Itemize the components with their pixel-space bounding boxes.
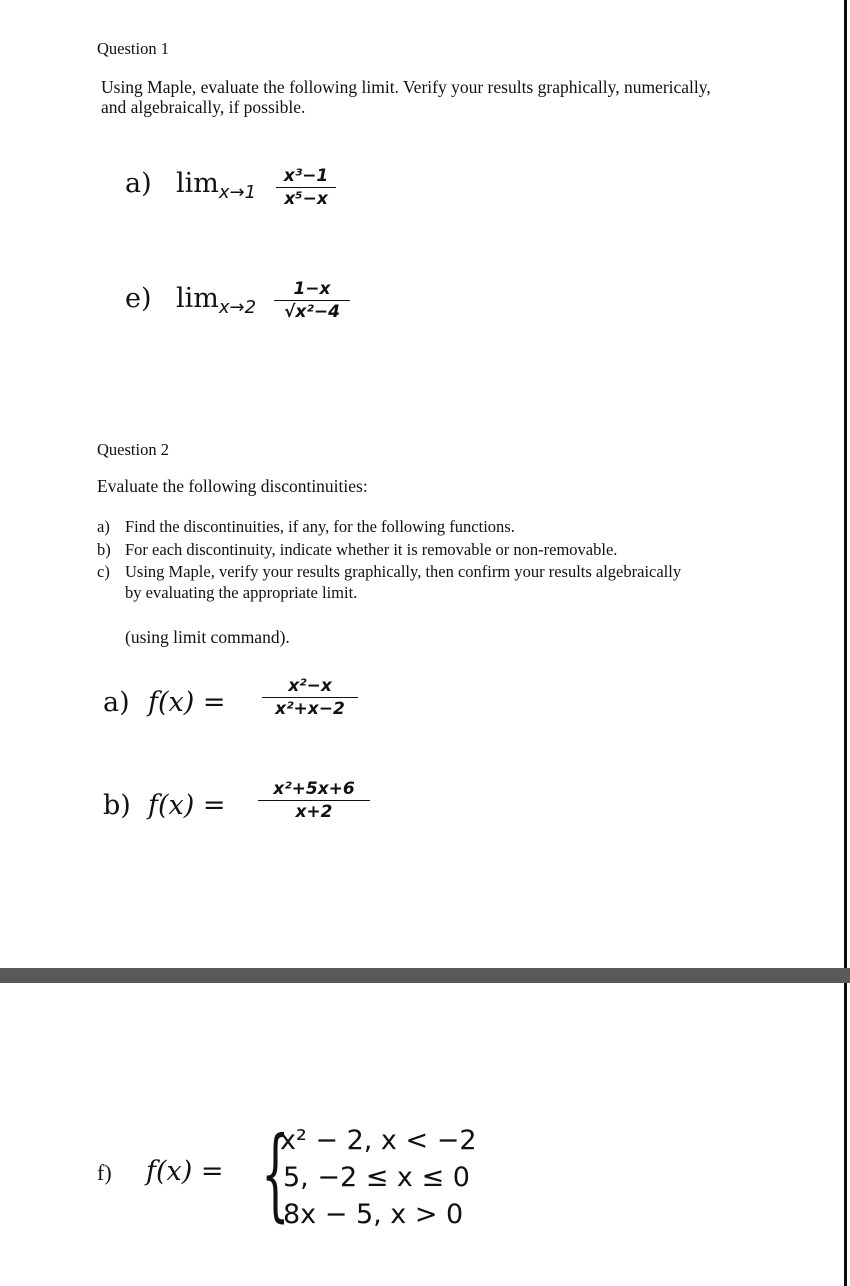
list-item-text: For each discontinuity, indicate whether it is removable or non-removable. <box>125 540 618 559</box>
list-item-text-continued: by evaluating the appropriate limit. <box>125 583 358 602</box>
function-a-fraction <box>262 676 358 719</box>
limit-e-expression <box>176 283 257 318</box>
list-marker: a) <box>97 517 110 536</box>
list-marker: c) <box>97 562 110 581</box>
list-item-text: Using Maple, verify your results graphically, then confirm your results algebraically <box>125 562 682 581</box>
list-item-text: Find the discontinuities, if any, for the following functions. <box>125 517 515 536</box>
fraction-bar <box>262 697 358 698</box>
limit-e-subscript: x→2 <box>218 297 257 318</box>
piecewise-case-1: x² − 2, x < −2 <box>280 1125 477 1156</box>
limit-e-fraction <box>274 279 350 322</box>
fraction-bar <box>274 300 350 301</box>
function-a-label: a) <box>103 687 130 718</box>
question-1-instructions-line1: Using Maple, evaluate the following limit. Verify your results graphically, numerically, <box>101 77 711 97</box>
limit-e-lim: lim <box>176 283 219 314</box>
question-1-heading: Question 1 <box>97 39 169 58</box>
function-b-numerator: x²+5x+6 <box>273 779 355 799</box>
limit-a-numerator: x³−1 <box>283 166 329 186</box>
question-2-heading: Question 2 <box>97 440 169 459</box>
limit-e-numerator: 1−x <box>293 279 331 299</box>
function-a-denominator: x²+x−2 <box>275 699 345 719</box>
limit-a-lim: lim <box>176 168 219 199</box>
question-2-intro: Evaluate the following discontinuities: <box>97 476 368 496</box>
limit-e-label: e) <box>125 283 152 314</box>
list-marker: b) <box>97 540 111 559</box>
page-right-border <box>844 0 847 968</box>
function-b-fraction <box>258 779 370 822</box>
function-a-lhs: f(x) = <box>148 687 226 718</box>
function-b-label: b) <box>103 790 131 821</box>
fraction-bar <box>258 800 370 801</box>
list-item <box>97 517 110 537</box>
piecewise-brace: { <box>261 1115 290 1232</box>
limit-a-label: a) <box>125 168 152 199</box>
function-f-label: f) <box>97 1160 112 1185</box>
function-b-lhs: f(x) = <box>148 790 226 821</box>
limit-e-denominator: √x²−4 <box>284 302 340 322</box>
list-item <box>97 562 110 582</box>
page-separator <box>0 968 850 983</box>
limit-a-subscript: x→1 <box>218 182 257 203</box>
question-2-note: (using limit command). <box>125 627 290 647</box>
limit-a-fraction <box>276 166 336 209</box>
limit-a-denominator: x⁵−x <box>284 189 328 209</box>
limit-a-expression <box>176 168 257 203</box>
piecewise-case-2: 5, −2 ≤ x ≤ 0 <box>283 1162 470 1193</box>
function-a-numerator: x²−x <box>288 676 332 696</box>
piecewise-case-3: 8x − 5, x > 0 <box>283 1199 464 1230</box>
function-b-denominator: x+2 <box>295 802 333 822</box>
question-1-instructions-line2: and algebraically, if possible. <box>101 97 306 117</box>
page-right-border <box>844 983 847 1286</box>
list-item <box>97 540 111 560</box>
function-f-lhs: f(x) = <box>146 1156 224 1187</box>
fraction-bar <box>276 187 336 188</box>
